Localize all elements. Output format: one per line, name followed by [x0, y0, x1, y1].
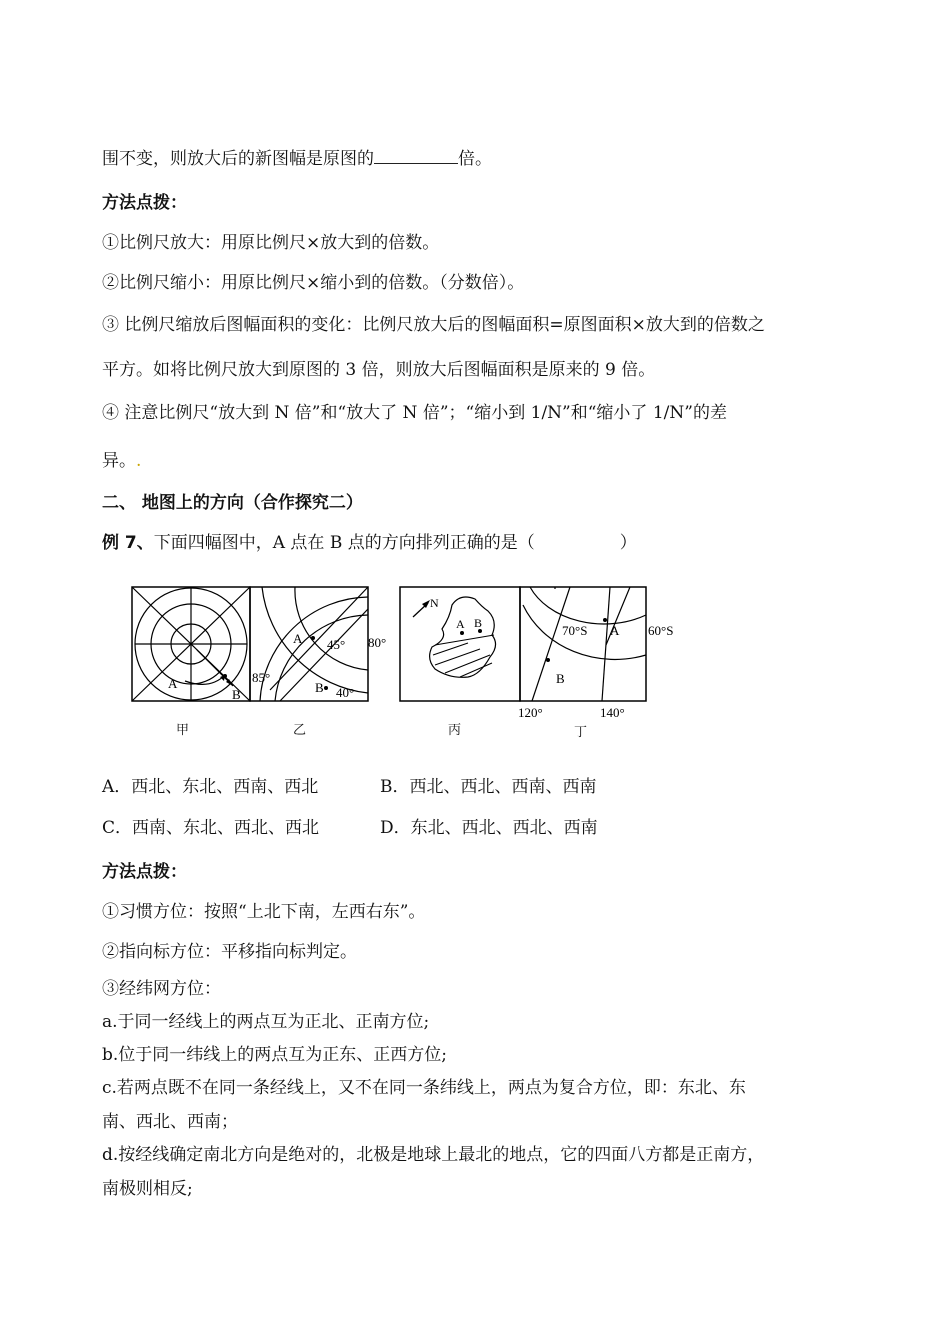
tip-3: ③ 比例尺缩放后图幅面积的变化：比例尺放大后的图幅面积=原图面积×放大到的倍数之: [102, 315, 765, 335]
option-a: A．西北、东北、西南、西北: [102, 777, 319, 797]
section-heading: 二、 地图上的方向（合作探究二）: [102, 493, 363, 513]
tip-4: ④ 注意比例尺“放大到 N 倍”和“放大了 N 倍”；“缩小到 1/N”和“缩小了 1/N”的差: [102, 403, 727, 423]
method2-item-1: ①习惯方位：按照“上北下南，左西右东”。: [102, 902, 426, 922]
ding-lon-120: 120°: [518, 705, 543, 720]
continuation-text: 围不变，则放大后的新图幅是原图的: [102, 149, 374, 169]
option-b: B．西北、西北、西南、西南: [380, 777, 597, 797]
caption-ding: 丁: [574, 725, 588, 740]
method2-item-2: ②指向标方位：平移指向标判定。: [102, 942, 357, 962]
continuation-end: 倍。: [458, 149, 492, 169]
continuation-line: [102, 144, 492, 169]
tip-2: ②比例尺缩小：用原比例尺×缩小到的倍数。（分数倍）。: [102, 273, 525, 293]
caption-yi: 乙: [293, 723, 307, 738]
panel-yi: [250, 587, 386, 701]
ding-lat-70s: 70°S: [562, 623, 588, 638]
option-d: D．东北、西北、西北、西南: [380, 818, 598, 838]
answer-blank: [374, 149, 458, 164]
yi-label-a: A: [293, 631, 303, 646]
method2-item-3: ③经纬网方位：: [102, 979, 221, 999]
example-label: 例 7、: [102, 533, 154, 553]
jia-label-b: B: [232, 687, 241, 702]
caption-bing: 丙: [448, 723, 462, 738]
method2-item-d: d.按经线确定南北方向是绝对的，北极是地球上最北的地点，它的四面八方都是正南方，: [102, 1145, 765, 1165]
yi-deg-85: 85°: [252, 670, 271, 685]
method2-item-d-cont: 南极则相反;: [102, 1179, 193, 1199]
figure-svg: [130, 585, 700, 735]
option-c: C．西南、东北、西北、西北: [102, 818, 320, 838]
panel-ding: [518, 587, 673, 720]
yi-deg-40: 40°: [336, 685, 355, 700]
tip-4-cont: 异。: [102, 451, 136, 471]
jia-label-a: A: [168, 676, 178, 691]
bing-label-a: A: [456, 617, 465, 631]
method2-item-c: c.若两点既不在同一条经线上，又不在同一条纬线上，两点为复合方位，即：东北、东: [102, 1078, 746, 1098]
method2-item-b: b.位于同一纬线上的两点互为正东、正西方位;: [102, 1045, 448, 1065]
method2-item-c-cont: 南、西北、西南；: [102, 1112, 238, 1132]
method-title-2: 方法点拨：: [102, 862, 187, 882]
ding-label-a: A: [610, 623, 620, 638]
tip-4-cont-line: [102, 446, 141, 471]
ding-label-b: B: [556, 671, 565, 686]
caption-jia: 甲: [176, 723, 190, 738]
direction-figure: [130, 585, 700, 739]
bing-label-n: N: [430, 596, 439, 610]
panel-jia: [132, 587, 250, 702]
example-line: [102, 528, 637, 553]
ding-lat-60s: 60°S: [648, 623, 674, 638]
panel-bing: [400, 587, 520, 701]
yi-deg-80: 80°: [368, 635, 387, 650]
example-text: 下面四幅图中，A 点在 B 点的方向排列正确的是（ ）: [153, 533, 637, 553]
method-title-1: 方法点拨：: [102, 193, 187, 213]
bing-label-b: B: [474, 616, 483, 630]
yi-deg-45: 45°: [327, 637, 346, 652]
tip-3-cont: 平方。如将比例尺放大到原图的 3 倍，则放大后图幅面积是原来的 9 倍。: [102, 360, 656, 380]
yi-label-b: B: [315, 680, 324, 695]
trailing-dot: .: [136, 451, 142, 471]
tip-1: ①比例尺放大：用原比例尺×放大到的倍数。: [102, 233, 440, 253]
method2-item-a: a.于同一经线上的两点互为正北、正南方位;: [102, 1012, 430, 1032]
ding-lon-140: 140°: [600, 705, 625, 720]
